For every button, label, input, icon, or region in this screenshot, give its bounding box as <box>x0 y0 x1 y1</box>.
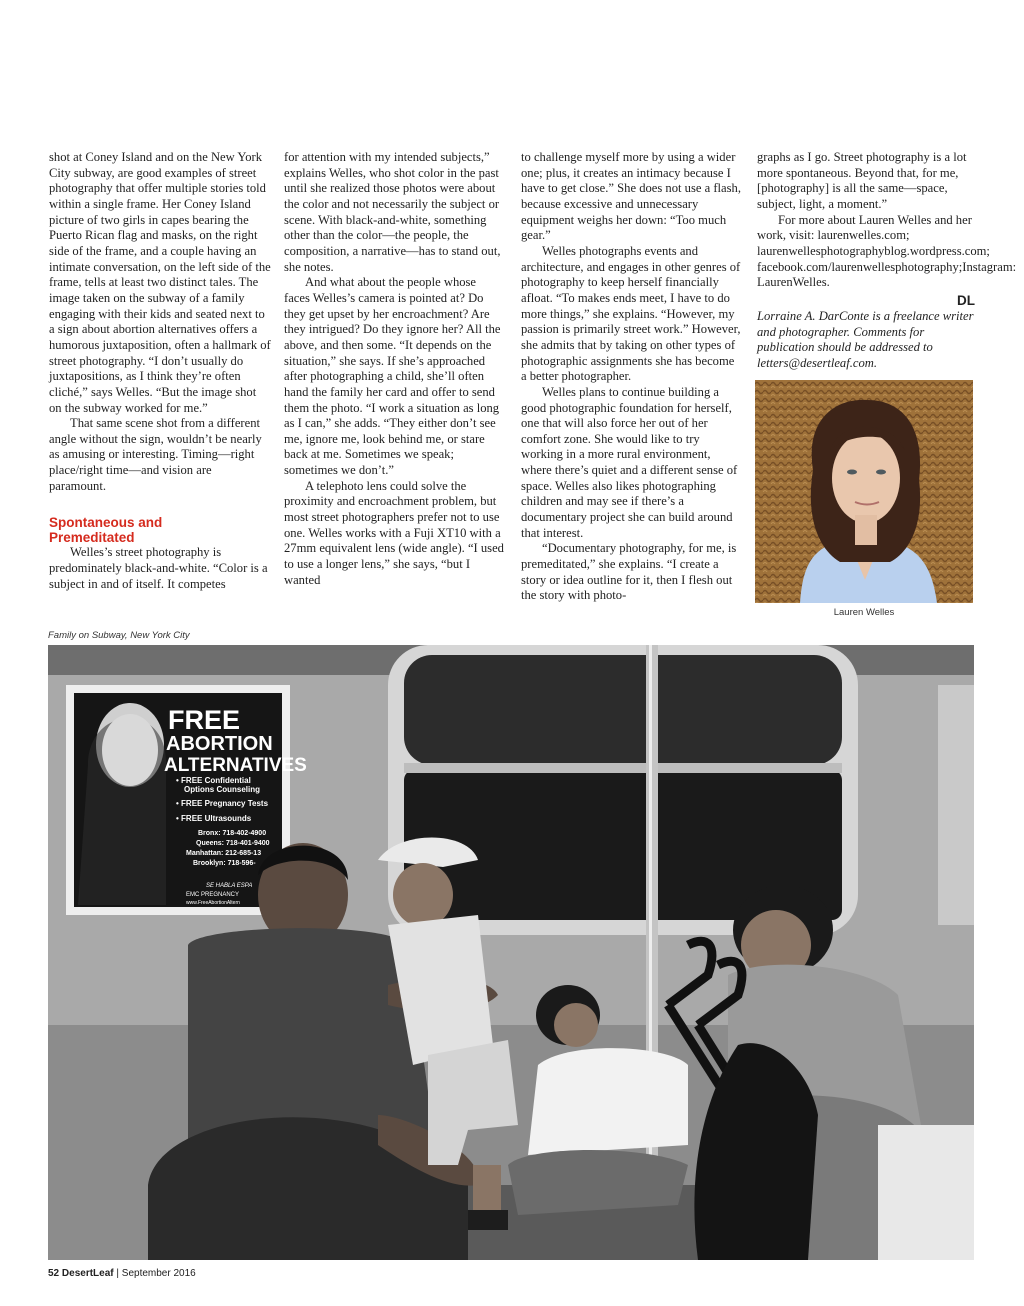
photo-caption: Family on Subway, New York City <box>48 630 190 641</box>
footer-separator: | <box>116 1268 119 1279</box>
paragraph: to challenge myself more by using a wider one; plus, it creates an intimacy because I have to get close.” She does not use a flash, because excessive and unnecessary equipment weighs her down: “Too much gear.” <box>521 150 741 243</box>
poster-text: Options Counseling <box>184 785 260 794</box>
paragraph: That same scene shot from a different angle without the sign, wouldn’t be nearly as amusing or interesting. Timing—right place/right time—and vision are paramount. <box>49 416 262 493</box>
paragraph: “Documentary photography, for me, is premeditated,” she explains. “I create a story or idea outline for it, then I flesh out the story with photo- <box>521 541 737 603</box>
paragraph: Welles photographs events and architecture, and engages in other genres of photography to keep herself financially afloat. “To makes ends meet, I have to do more things,” she explains. “However, my passion is primarily street work.” However, she admits that by taking on other types of photographic assignments she has become a better photographer. <box>521 243 741 384</box>
poster-text: Bronx: 718-402-4900 <box>198 830 267 837</box>
poster-text: EMC PREGNANCY <box>186 892 240 898</box>
paragraph: And what about the people whose faces Welles’s camera is pointed at? Do they get upset by her encroachment? Are they intrigued? Do they ignore her? All the above, and then some. “It depends on the situation,” she says. If she’s approached after photographing a child, she’ll often hand the family her card and offer to send them the photo. “I work a situation as long as I can,” she adds. “They either don’t see me, ignore me, look behind me, or stare back at me. Sometimes we speak; sometimes we don’t.” <box>284 275 501 478</box>
paragraph: Welles plans to continue building a good photographic foundation for herself, one that will also force her out of her comfort zone. She would like to try working in a more rural environment, where there’s quiet and a different sense of space. Welles also likes photographing children and may see if there’s a documentary project she can build around that interest. <box>521 384 738 540</box>
portrait-caption: Lauren Welles <box>833 607 895 618</box>
page-footer <box>48 1268 196 1279</box>
paragraph: shot at Coney Island and on the New York City subway, are good examples of street photography that offer multiple stories told within a single frame. Her Coney Island picture of two girls in capes bearing the Puerto Rican flag and masks, on the right side of the frame, and a couple having an intimate conversation, on the left side of the frame, tells at least two distinct tales. The image taken on the subway of a family engaging with their kids and seated next to a sign about abortion alternatives offers a humorous juxtaposition, often a hallmark of street photography. “I don’t usually do juxtapositions, as I think they’re often cliché,” says Welles. “But the image shot on the subway worked for me.” <box>49 150 271 415</box>
paragraph: For more about Lauren Welles and her work, visit: laurenwelles.com; laurenwellesphotographyblog.wordpress.com; facebook.com/laurenwellesphotography;Instagram: LaurenWelles. <box>757 212 1017 290</box>
paragraph: Welles’s street photography is predominately black-and-white. “Color is a subject in and of itself. It competes <box>49 545 268 591</box>
paragraph: A telephoto lens could solve the proximity and encroachment problem, but most street photographers prefer not to use one. Welles works with a Fuji XT10 with a 27mm equivalent lens (wide angle). “I used to use a longer lens,” she says, “but I wanted <box>284 478 504 587</box>
section-subhead: Spontaneous and Premeditated <box>49 515 163 546</box>
author-bio: Lorraine A. DarConte is a freelance writer and photographer. Comments for publication should be addressed to letters@desertleaf.com. <box>757 308 974 370</box>
poster-text: • FREE Pregnancy Tests <box>176 799 269 808</box>
article-column-1 <box>49 150 271 592</box>
poster-text: • FREE Confidential <box>176 776 251 785</box>
issue-date: September 2016 <box>121 1268 196 1279</box>
poster-text: FREE <box>168 705 241 735</box>
article-column-2 <box>284 150 505 588</box>
author-end-mark: DL <box>957 292 975 308</box>
page-number: 52 <box>48 1268 60 1279</box>
poster-text: ALTERNATIVES <box>164 755 307 776</box>
paragraph: graphs as I go. Street photography is a lot more spontaneous. Beyond that, for me, [photography] is all the same—space, subject, light, a moment.” <box>757 150 967 211</box>
article-column-3 <box>521 150 741 604</box>
portrait-photo <box>755 380 973 603</box>
article-column-4 <box>757 150 1017 372</box>
subway-family-photo <box>48 645 974 1260</box>
magazine-name: DesertLeaf <box>61 1268 114 1279</box>
poster-text: ABORTION <box>166 733 273 755</box>
poster-text: • FREE Ultrasounds <box>176 814 252 823</box>
poster-text: SE HABLA ESPA <box>206 883 253 889</box>
poster-text: Manhattan: 212-685-13 <box>186 850 262 857</box>
poster-text: Queens: 718-401-9400 <box>196 840 270 847</box>
poster-text: Brooklyn: 718-596- <box>193 860 256 867</box>
poster-text: www.FreeAbortionAltern <box>186 900 240 906</box>
paragraph: for attention with my intended subjects,” explains Welles, who shot color in the past until she realized those photos were about the color and not necessarily the subject or scene. With black-and-white, something other than the color—the people, the composition, a narrative—has to stand out, she notes. <box>284 150 501 274</box>
